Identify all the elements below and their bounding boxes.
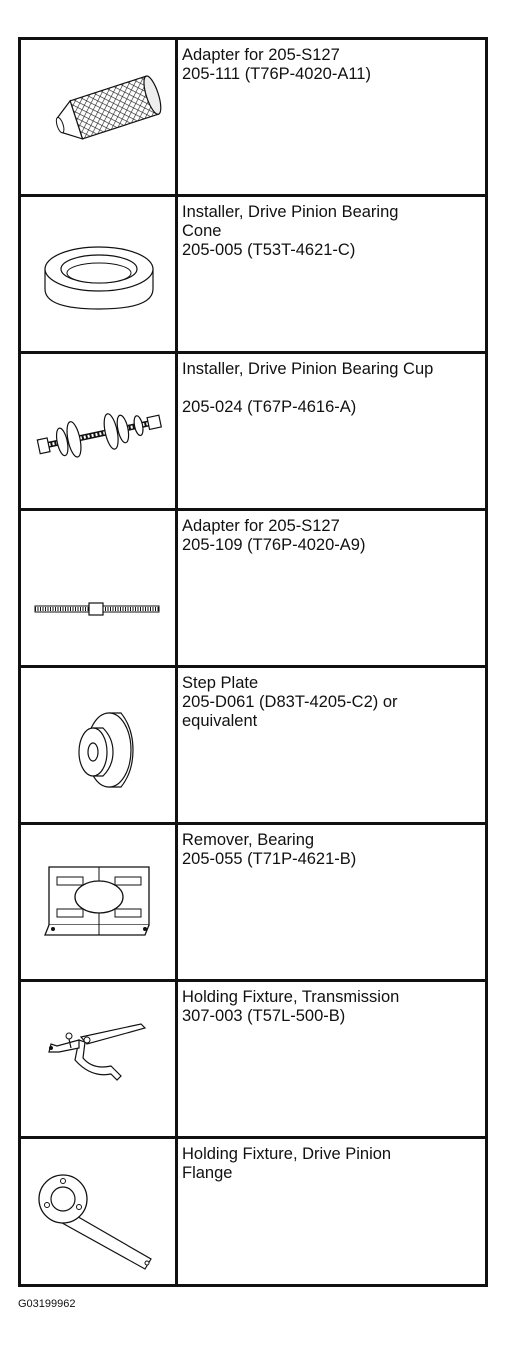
tool-description — [182, 988, 480, 1026]
tool-description — [182, 360, 480, 417]
bearing-cup-installer-icon — [21, 354, 175, 508]
tool-number-line: equivalent — [182, 712, 258, 730]
tool-row — [21, 511, 485, 665]
tool-name-line: Flange — [182, 1164, 233, 1182]
blank-line — [182, 379, 480, 398]
tool-number-line: 307-003 (T57L-500-B) — [182, 1007, 346, 1025]
tool-row — [21, 40, 485, 194]
tool-description — [182, 517, 480, 555]
tool-name-line: Cone — [182, 222, 222, 240]
tool-number-line: 205-024 (T67P-4616-A) — [182, 398, 357, 416]
bearing-remover-icon — [21, 825, 175, 979]
tool-name-line: Remover, Bearing — [182, 831, 315, 849]
step-plate-icon — [21, 668, 175, 822]
tool-number-line: 205-055 (T71P-4621-B) — [182, 850, 357, 868]
tool-name-line: Step Plate — [182, 674, 259, 692]
pinion-flange-holding-fixture-icon — [21, 1139, 175, 1293]
tool-number-line: 205-005 (T53T-4621-C) — [182, 241, 356, 259]
tool-row — [21, 982, 485, 1136]
tool-number-line: 205-109 (T76P-4020-A9) — [182, 536, 366, 554]
tool-description — [182, 674, 480, 731]
figure-id: G03199962 — [18, 1298, 76, 1310]
tool-name-line: Holding Fixture, Transmission — [182, 988, 400, 1006]
threaded-rod-adapter-icon — [21, 511, 175, 665]
knurled-adapter-icon — [21, 40, 175, 194]
transmission-holding-fixture-icon — [21, 982, 175, 1136]
tool-description — [182, 46, 480, 84]
tool-description — [182, 831, 480, 869]
tool-row — [21, 1139, 485, 1284]
tool-description — [182, 203, 480, 260]
tool-row — [21, 825, 485, 979]
tool-description — [182, 1145, 480, 1183]
tool-name-line: Holding Fixture, Drive Pinion — [182, 1145, 392, 1163]
tool-row — [21, 197, 485, 351]
tool-name-line: Adapter for 205-S127 — [182, 517, 340, 535]
tool-number-line: 205-D061 (D83T-4205-C2) or — [182, 693, 398, 711]
tool-row — [21, 354, 485, 508]
tool-name-line: Installer, Drive Pinion Bearing — [182, 203, 399, 221]
tool-name-line: Installer, Drive Pinion Bearing Cup — [182, 360, 434, 378]
tool-name-line: Adapter for 205-S127 — [182, 46, 340, 64]
special-tools-table — [18, 37, 488, 1287]
tool-row — [21, 668, 485, 822]
tool-number-line: 205-111 (T76P-4020-A11) — [182, 65, 371, 83]
bearing-cone-installer-icon — [21, 197, 175, 351]
